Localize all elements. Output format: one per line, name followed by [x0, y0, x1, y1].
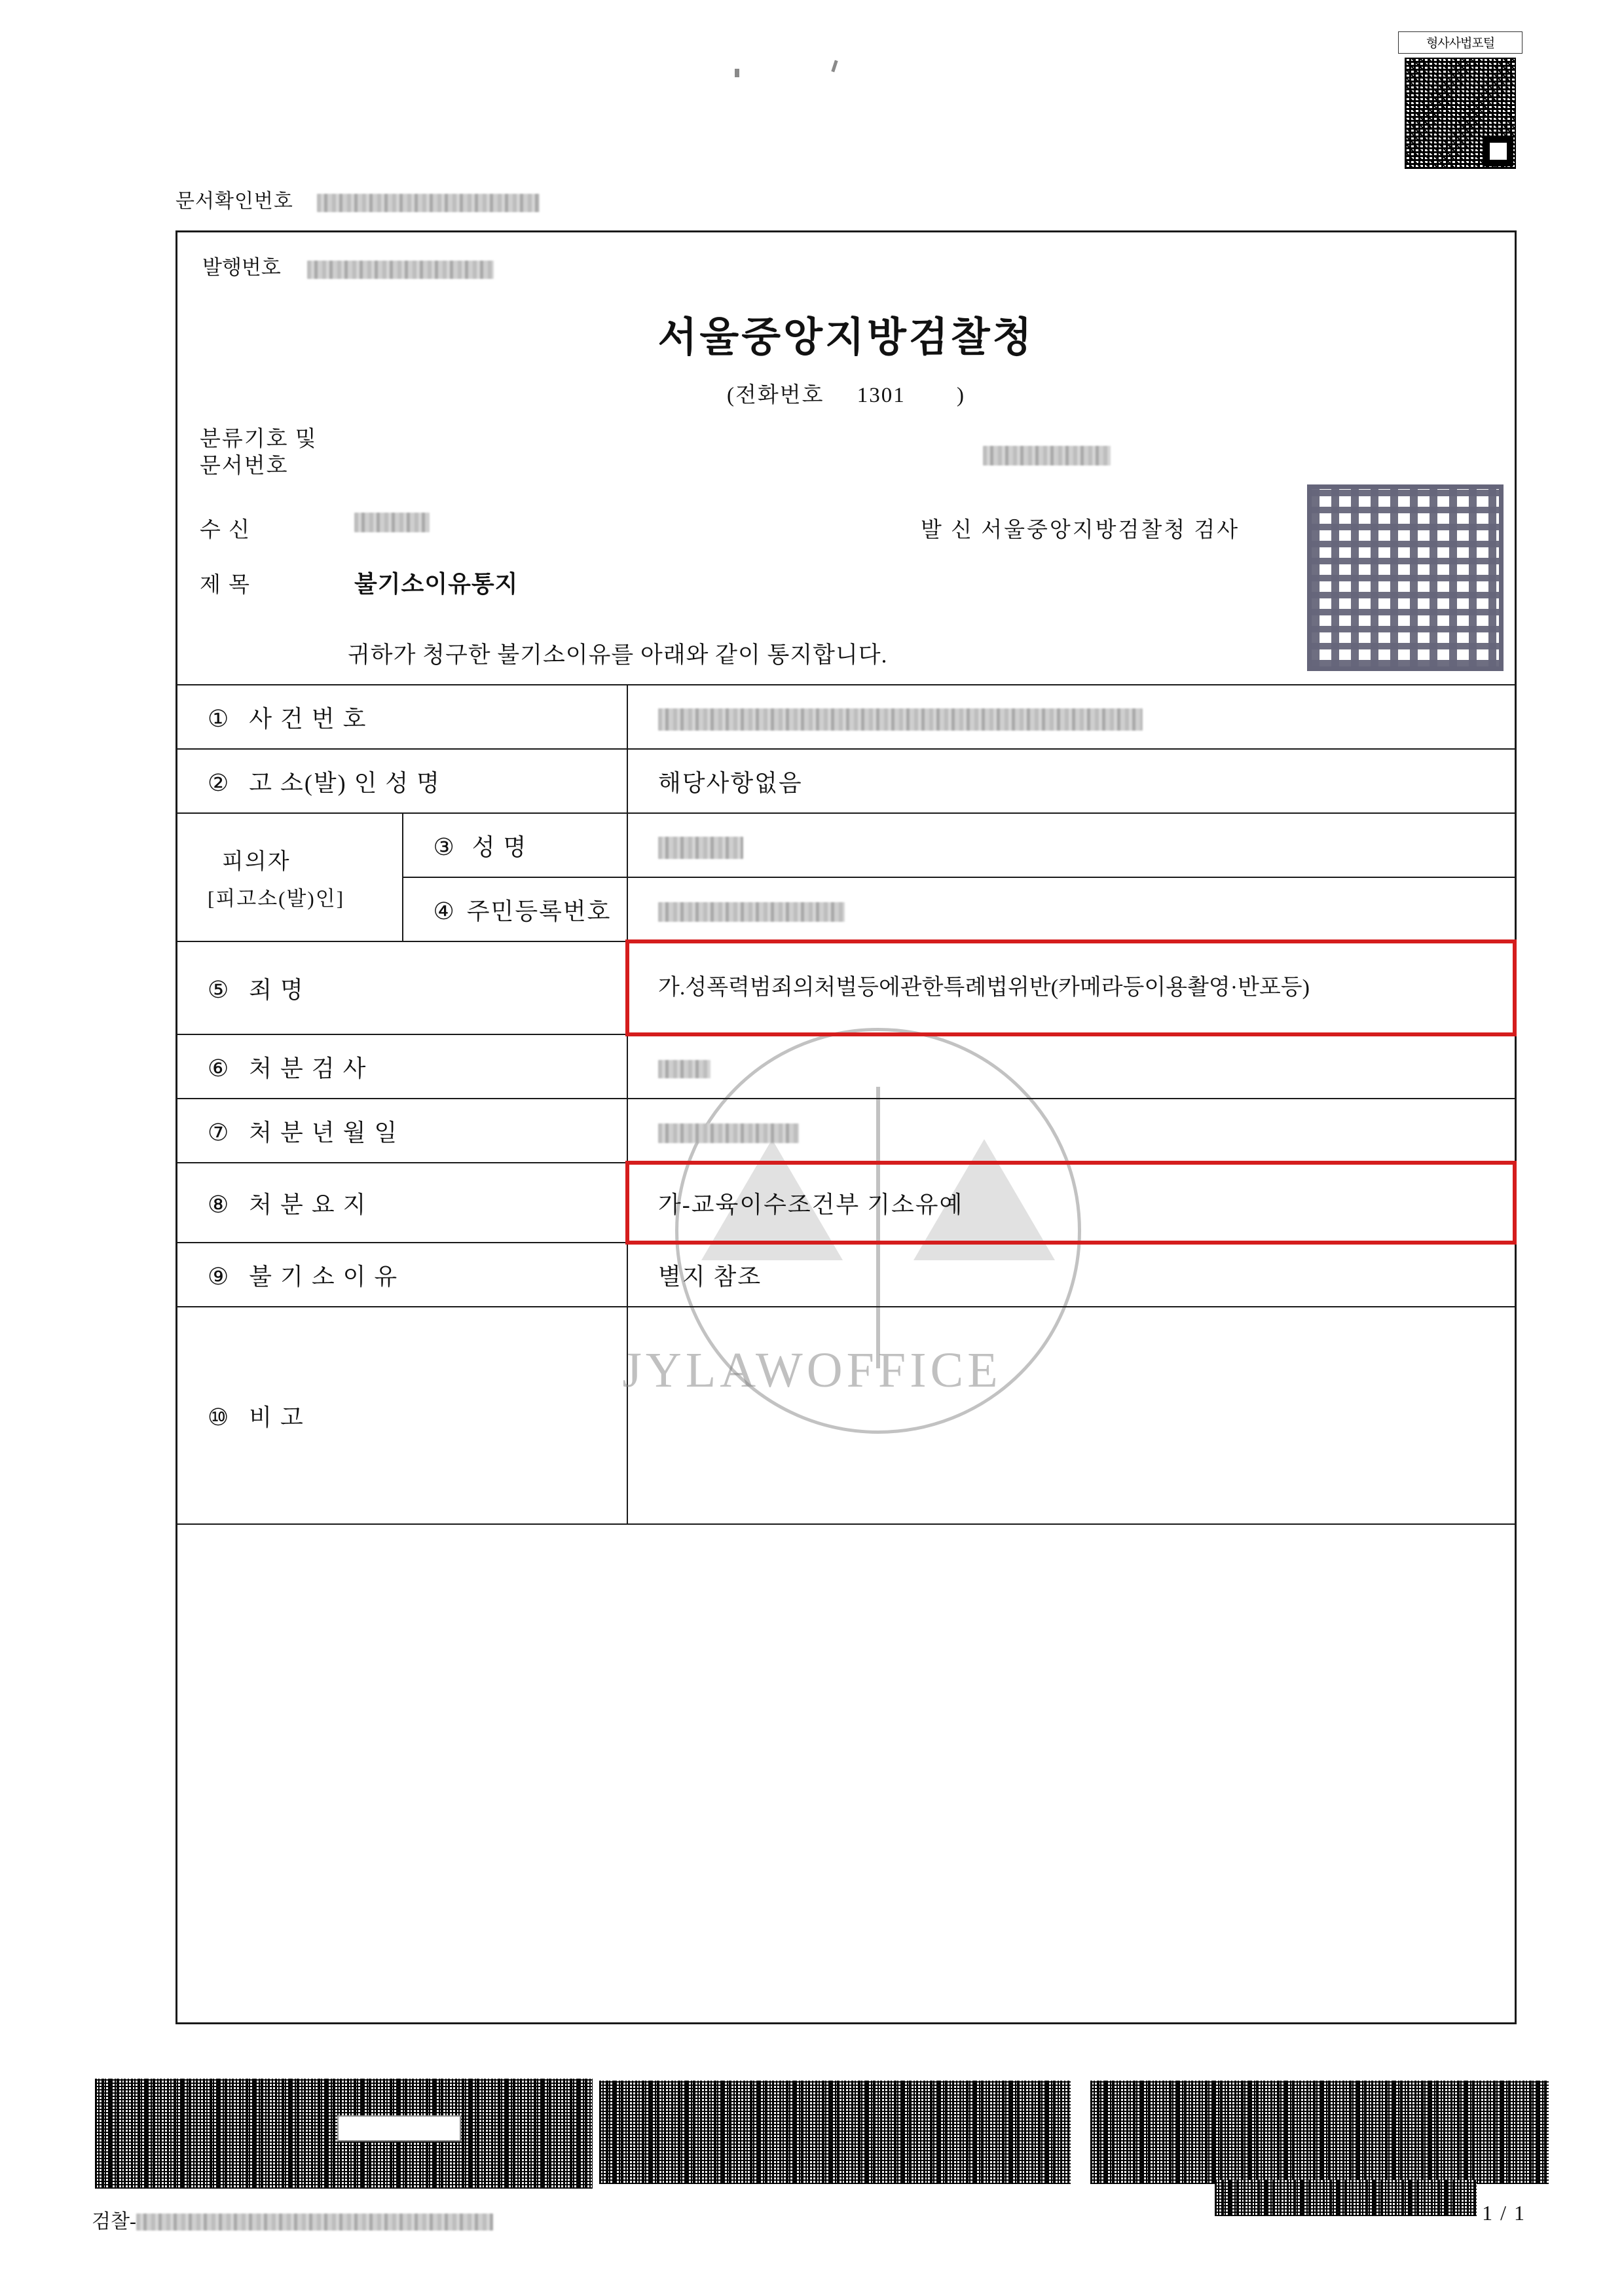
- row-number: ⑥: [208, 1055, 231, 1082]
- case-number-redaction: [658, 708, 1143, 731]
- portal-mark: [1398, 31, 1522, 169]
- scan-speck: [735, 69, 739, 77]
- phone-close-paren: ): [957, 384, 965, 407]
- row-label-text: 고 소(발) 인 성 명: [249, 769, 441, 796]
- row-label-text: 처 분 년 월 일: [249, 1119, 399, 1146]
- page-title: 서울중앙지방검찰청: [657, 316, 1035, 360]
- row-value-reason: 별지 참조: [627, 1243, 1515, 1307]
- row-value-resident-number: [627, 877, 1515, 941]
- row-number: ④: [433, 898, 456, 924]
- qr-code-icon: [1405, 58, 1516, 169]
- classification-value: [983, 446, 1111, 465]
- suspect-group-subtitle: [피고소(발)인]: [208, 887, 345, 910]
- recipient-value: [354, 513, 430, 532]
- issue-number-label: 발행번호: [202, 256, 281, 279]
- table-row: [177, 1307, 1515, 1524]
- suspect-group-label: [177, 813, 403, 941]
- row-label-suspect-name: [403, 813, 628, 877]
- phone-line: [177, 378, 1515, 409]
- page-number: 1 / 1: [1482, 2201, 1526, 2225]
- document-confirm-number: [175, 185, 540, 213]
- watermark-text: JYLAWOFFICE: [622, 1343, 1002, 1398]
- row-number: ①: [208, 705, 231, 732]
- table-row: [177, 749, 1515, 813]
- row-number: ②: [208, 769, 231, 796]
- recipient-value-redaction: [354, 513, 430, 532]
- footer-code-redaction: [136, 2214, 493, 2231]
- row-label-disposition-date: [177, 1099, 627, 1163]
- row-label-reason: [177, 1243, 627, 1307]
- row-value-prosecutor: [627, 1034, 1515, 1099]
- barcode-center: [599, 2081, 1071, 2184]
- resident-number-redaction: [658, 902, 845, 922]
- row-label-text: 처 분 요 지: [249, 1191, 367, 1218]
- table-row: [177, 1099, 1515, 1163]
- row-label-prosecutor: [177, 1034, 627, 1099]
- document-frame: [175, 230, 1517, 2024]
- table-row: [177, 813, 1515, 877]
- row-label-text: 불 기 소 이 유: [249, 1263, 399, 1290]
- prosecutor-redaction: [658, 1060, 710, 1078]
- table-row: [177, 1034, 1515, 1099]
- scan-speck: [831, 60, 838, 73]
- row-number: ③: [433, 833, 456, 860]
- subject-label: 제 목: [200, 574, 251, 597]
- case-details-table: [177, 684, 1515, 1525]
- row-label-resident-number: [403, 877, 628, 941]
- row-label-case-number: [177, 685, 627, 749]
- document-confirm-number-label: 문서확인번호: [175, 191, 293, 212]
- table-row: [177, 1243, 1515, 1307]
- row-label-text: 처 분 검 사: [249, 1055, 367, 1082]
- barcode-right: [1090, 2081, 1549, 2184]
- row-value-remarks: [627, 1307, 1515, 1524]
- row-number: ⑦: [208, 1119, 231, 1146]
- row-number: ⑨: [208, 1263, 231, 1290]
- recipient-label: 수 신: [200, 519, 251, 542]
- row-value-case-number: [627, 685, 1515, 749]
- suspect-group-title: 피의자: [222, 850, 291, 874]
- suspect-name-redaction: [658, 837, 743, 859]
- row-label-disposition: [177, 1163, 627, 1243]
- barcode-left: [95, 2079, 593, 2189]
- disposition-date-redaction: [658, 1123, 799, 1143]
- row-value-charge: 가.성폭력범죄의처벌등에관한특례법위반(카메라등이용촬영·반포등): [627, 941, 1515, 1034]
- classification-value-redaction: [983, 446, 1111, 465]
- row-label-remarks: [177, 1307, 627, 1524]
- intro-sentence: 귀하가 청구한 불기소이유를 아래와 같이 통지합니다.: [348, 642, 888, 668]
- row-label-text: 성 명: [471, 833, 528, 860]
- classification-label-line2: 문서번호: [200, 454, 289, 479]
- phone-label: (전화번호: [726, 384, 824, 407]
- row-label-text: 주민등록번호: [466, 898, 612, 924]
- subject-value: 불기소이유통지: [354, 571, 519, 597]
- row-label-complainant: [177, 749, 627, 813]
- barcode-footer-strip: [1215, 2180, 1477, 2216]
- row-label-text: 비 고: [249, 1404, 304, 1430]
- row-number: ⑤: [208, 976, 231, 1003]
- table-row: [177, 1163, 1515, 1243]
- table-row: [177, 685, 1515, 749]
- row-label-charge: [177, 941, 627, 1034]
- row-value-suspect-name: [627, 813, 1515, 877]
- document-confirm-number-value: [317, 194, 540, 212]
- row-value-complainant: 해당사항없음: [627, 749, 1515, 813]
- footer-document-code: [92, 2205, 493, 2234]
- table-row: [177, 941, 1515, 1034]
- row-number: ⑩: [208, 1404, 231, 1430]
- classification-label-line1: 분류기호 및: [200, 428, 318, 451]
- classification-label: [200, 426, 318, 481]
- official-seal: [1307, 484, 1504, 671]
- row-value-disposition: 가-교육이수조건부 기소유예: [627, 1163, 1515, 1243]
- row-number: ⑧: [208, 1191, 231, 1218]
- row-label-text: 사 건 번 호: [249, 705, 367, 732]
- issue-number: [202, 251, 494, 280]
- issue-number-value: [307, 261, 494, 279]
- row-value-disposition-date: [627, 1099, 1515, 1163]
- portal-label: 형사사법포털: [1398, 31, 1522, 54]
- row-label-text: 죄 명: [249, 976, 304, 1003]
- sender-line: 발 신 서울중앙지방검찰청 검사: [921, 519, 1240, 542]
- phone-number: 1301: [857, 384, 906, 407]
- footer-prefix: 검찰-: [92, 2211, 136, 2232]
